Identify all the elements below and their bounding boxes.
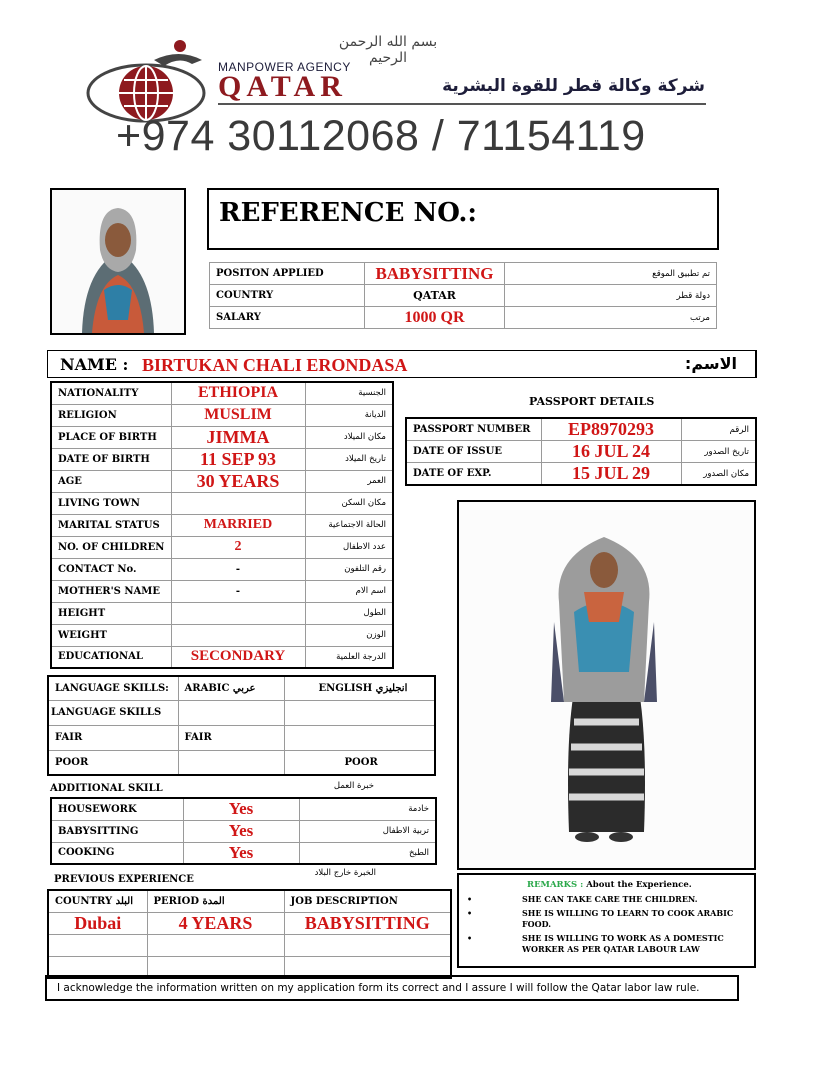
skill-value: Yes xyxy=(183,798,299,820)
table-row xyxy=(51,536,393,558)
personal-label: MOTHER'S NAME xyxy=(51,580,171,602)
country-label: COUNTRY xyxy=(210,285,365,307)
table-row xyxy=(48,700,435,725)
table-row xyxy=(406,418,756,441)
skill-label: BABYSITTING xyxy=(51,820,183,842)
country-value: QATAR xyxy=(365,285,505,307)
table-row xyxy=(51,558,393,580)
remarks-subtitle: About the Experience. xyxy=(586,880,692,890)
personal-label: EDUCATIONAL xyxy=(51,646,171,668)
table-row xyxy=(210,263,717,285)
personal-arabic: اسم الام xyxy=(305,580,393,602)
skill-value: Yes xyxy=(183,842,299,864)
personal-arabic: الجنسية xyxy=(305,382,393,404)
agency-subtitle: MANPOWER AGENCY xyxy=(218,60,351,74)
personal-arabic: الوزن xyxy=(305,624,393,646)
personal-label: WEIGHT xyxy=(51,624,171,646)
personal-label: NO. OF CHILDREN xyxy=(51,536,171,558)
expiry-date-label: DATE OF EXP. xyxy=(406,463,541,486)
personal-value xyxy=(171,492,305,514)
bullet-icon: • xyxy=(467,894,473,904)
personal-arabic: الطول xyxy=(305,602,393,624)
experience-table xyxy=(47,889,452,979)
list-item xyxy=(467,933,747,955)
personal-value: JIMMA xyxy=(171,426,305,448)
issue-date-label: DATE OF ISSUE xyxy=(406,441,541,463)
personal-label: MARITAL STATUS xyxy=(51,514,171,536)
language-row-label: LANGUAGE SKILLS xyxy=(48,700,178,725)
experience-country-col: COUNTRY البلد xyxy=(48,890,147,912)
list-item xyxy=(467,894,747,905)
agency-name: QATAR xyxy=(218,70,347,103)
salary-value: 1000 QR xyxy=(365,307,505,329)
experience-period-col: PERIOD المدة xyxy=(147,890,284,912)
remarks-list xyxy=(467,894,747,955)
table-row xyxy=(48,912,451,934)
portrait-photo-frame xyxy=(50,188,186,335)
language-row-english xyxy=(284,700,435,725)
position-arabic: تم تطبيق الموقع xyxy=(505,263,717,285)
personal-arabic: الديانة xyxy=(305,404,393,426)
personal-label: AGE xyxy=(51,470,171,492)
table-row xyxy=(48,676,435,700)
personal-value: MARRIED xyxy=(171,514,305,536)
personal-arabic: الدرجة العلمية xyxy=(305,646,393,668)
personal-arabic: العمر xyxy=(305,470,393,492)
personal-label: LIVING TOWN xyxy=(51,492,171,514)
additional-skill-arabic-title: خبرة العمل xyxy=(333,781,374,791)
personal-label: RELIGION xyxy=(51,404,171,426)
experience-period xyxy=(147,934,284,956)
table-row xyxy=(406,463,756,486)
table-row xyxy=(51,646,393,668)
language-row-english xyxy=(284,725,435,750)
passport-title: PASSPORT DETAILS xyxy=(529,395,655,408)
name-arabic-label: الاسم: xyxy=(684,354,737,373)
language-skills-table xyxy=(47,675,436,776)
table-row xyxy=(51,798,436,820)
bullet-icon: • xyxy=(467,933,473,943)
list-item xyxy=(467,908,747,930)
passport-number-label: PASSPORT NUMBER xyxy=(406,418,541,441)
skill-label: HOUSEWORK xyxy=(51,798,183,820)
language-row-arabic xyxy=(178,750,284,775)
skill-arabic: الطبخ xyxy=(299,842,436,864)
experience-title: PREVIOUS EXPERIENCE xyxy=(54,874,194,885)
position-value: BABYSITTING xyxy=(365,263,505,285)
salary-label: SALARY xyxy=(210,307,365,329)
issue-date-arabic: تاريخ الصدور xyxy=(681,441,756,463)
table-row xyxy=(51,820,436,842)
passport-table xyxy=(405,417,757,486)
passport-number-arabic: الرقم xyxy=(681,418,756,441)
personal-value: SECONDARY xyxy=(171,646,305,668)
personal-label: CONTACT No. xyxy=(51,558,171,580)
applicant-name: BIRTUKAN CHALI ERONDASA xyxy=(142,355,408,375)
remarks-box xyxy=(457,873,756,968)
language-english-col: ENGLISH انجليزي xyxy=(284,676,435,700)
personal-value: MUSLIM xyxy=(171,404,305,426)
reference-box xyxy=(207,188,719,250)
experience-arabic-title: الخبرة خارج البلاد xyxy=(314,868,376,878)
skill-label: COOKING xyxy=(51,842,183,864)
additional-skill-title: ADDITIONAL SKILL xyxy=(50,783,163,794)
personal-value: 30 YEARS xyxy=(171,470,305,492)
personal-arabic: تاريخ الميلاد xyxy=(305,448,393,470)
personal-label: NATIONALITY xyxy=(51,382,171,404)
personal-value: ETHIOPIA xyxy=(171,382,305,404)
portrait-photo xyxy=(52,190,184,333)
language-row-english: POOR xyxy=(284,750,435,775)
table-row xyxy=(51,624,393,646)
language-row-arabic: FAIR xyxy=(178,725,284,750)
salary-arabic: مرتب xyxy=(505,307,717,329)
full-body-photo-frame xyxy=(457,500,756,870)
experience-job xyxy=(284,934,451,956)
acknowledgement-text: I acknowledge the information written on my application form its correct and I assure I will follow the Qatar labor law rule. xyxy=(57,982,700,994)
table-row xyxy=(51,580,393,602)
skill-value: Yes xyxy=(183,820,299,842)
personal-label: HEIGHT xyxy=(51,602,171,624)
issue-date-value: 16 JUL 24 xyxy=(541,441,681,463)
country-arabic: دولة قطر xyxy=(505,285,717,307)
personal-value xyxy=(171,602,305,624)
personal-value: 2 xyxy=(171,536,305,558)
personal-label: PLACE OF BIRTH xyxy=(51,426,171,448)
personal-arabic: مكان الميلاد xyxy=(305,426,393,448)
table-row xyxy=(51,448,393,470)
language-header-label: LANGUAGE SKILLS: xyxy=(48,676,178,700)
table-row xyxy=(51,404,393,426)
language-arabic-col: ARABIC عربي xyxy=(178,676,284,700)
footer-acknowledgement-box xyxy=(45,975,739,1001)
table-row xyxy=(51,514,393,536)
personal-details-table xyxy=(50,381,394,669)
table-row xyxy=(48,890,451,912)
full-body-photo xyxy=(459,502,754,868)
language-row-label: POOR xyxy=(48,750,178,775)
personal-label: DATE OF BIRTH xyxy=(51,448,171,470)
table-row xyxy=(51,602,393,624)
agency-phone: +974 30112068 / 71154119 xyxy=(116,112,646,160)
header-divider xyxy=(218,103,706,105)
personal-value: - xyxy=(171,558,305,580)
personal-value: - xyxy=(171,580,305,602)
table-row xyxy=(406,441,756,463)
personal-arabic: مكان السكن xyxy=(305,492,393,514)
reference-label: REFERENCE NO.: xyxy=(219,198,477,228)
skill-arabic: تربية الاطفال xyxy=(299,820,436,842)
table-row xyxy=(51,492,393,514)
experience-job-col: JOB DESCRIPTION xyxy=(284,890,451,912)
remarks-title: REMARKS : xyxy=(527,880,584,890)
name-label: NAME : xyxy=(60,355,129,374)
skill-arabic: خادمة xyxy=(299,798,436,820)
table-row xyxy=(51,426,393,448)
language-row-label: FAIR xyxy=(48,725,178,750)
personal-value xyxy=(171,624,305,646)
remarks-heading xyxy=(527,880,692,890)
experience-country xyxy=(48,934,147,956)
expiry-date-arabic: مكان الصدور xyxy=(681,463,756,486)
personal-arabic: رقم التلفون xyxy=(305,558,393,580)
bullet-icon: • xyxy=(467,908,473,918)
table-row xyxy=(210,307,717,329)
table-row xyxy=(48,934,451,956)
remark-text: SHE IS WILLING TO WORK AS A DOMESTIC WORKER AS PER QATAR LABOUR LAW xyxy=(522,933,724,954)
expiry-date-value: 15 JUL 29 xyxy=(541,463,681,486)
basmala-text: بسم الله الرحمن الرحيم xyxy=(338,34,438,66)
personal-arabic: الحالة الاجتماعية xyxy=(305,514,393,536)
table-row xyxy=(51,470,393,492)
experience-job: BABYSITTING xyxy=(284,912,451,934)
remark-text: SHE CAN TAKE CARE THE CHILDREN. xyxy=(522,894,698,904)
table-row xyxy=(51,382,393,404)
remark-text: SHE IS WILLING TO LEARN TO COOK ARABIC FOOD. xyxy=(522,908,734,929)
experience-period: 4 YEARS xyxy=(147,912,284,934)
table-row xyxy=(48,725,435,750)
language-row-arabic xyxy=(178,700,284,725)
table-row xyxy=(48,750,435,775)
agency-arabic-name: شركة وكالة قطر للقوة البشرية xyxy=(442,76,705,96)
name-bar xyxy=(47,350,757,378)
personal-value: 11 SEP 93 xyxy=(171,448,305,470)
position-label: POSITON APPLIED xyxy=(210,263,365,285)
personal-arabic: عدد الاطفال xyxy=(305,536,393,558)
experience-country: Dubai xyxy=(48,912,147,934)
additional-skill-table xyxy=(50,797,437,865)
position-table xyxy=(209,262,717,329)
passport-number-value: EP8970293 xyxy=(541,418,681,441)
table-row xyxy=(51,842,436,864)
table-row xyxy=(210,285,717,307)
